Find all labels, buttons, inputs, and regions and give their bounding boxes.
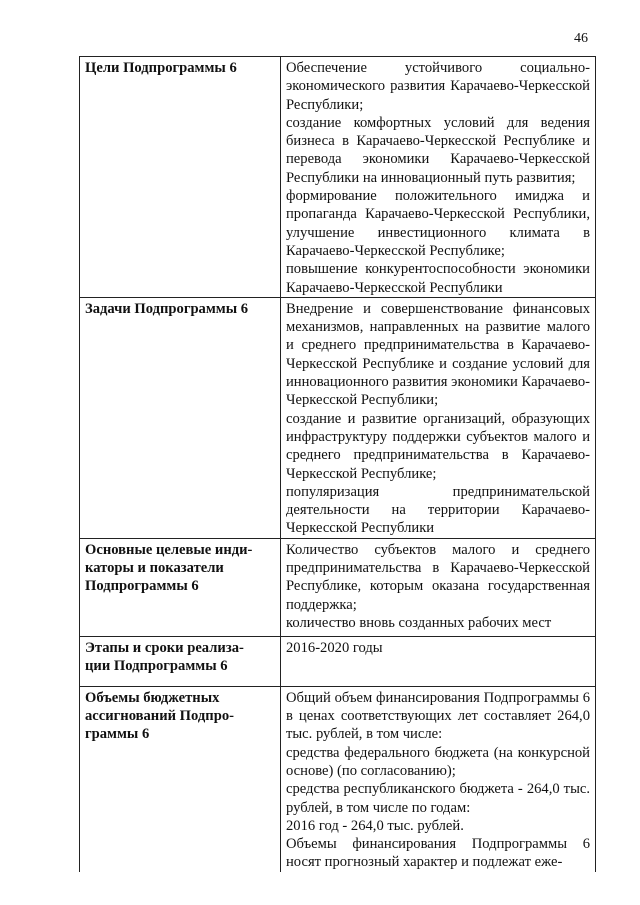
value-paragraph: создание и развитие организаций, образующих инфраструктуру поддержки субъектов малого и среднего предпринимательства в Карачаево-Черкесской Республике; bbox=[286, 410, 590, 482]
label-line: ции Подпрограммы 6 bbox=[85, 658, 228, 675]
value-paragraph: Общий объем финансирования Подпрограммы 6 в ценах соответствующих лет составляет 264,0 тыс. рублей, в том числе: bbox=[286, 689, 590, 743]
row-label-tasks bbox=[80, 297, 281, 538]
row-label-budget bbox=[80, 686, 281, 871]
table-row-stages bbox=[80, 636, 596, 686]
value-paragraph: количество вновь созданных рабочих мест bbox=[286, 614, 552, 631]
label-line: Задачи Подпрограммы 6 bbox=[85, 300, 249, 317]
label-line: Объемы бюджетных bbox=[85, 689, 220, 706]
row-label-stages bbox=[80, 636, 281, 686]
value-paragraph: средства республиканского бюджета - 264,0 тыс. рублей, в том числе по годам: bbox=[286, 781, 590, 816]
label-line: Подпрограммы 6 bbox=[85, 578, 199, 595]
value-paragraph: формирование положительного имиджа и пропаганда Карачаево-Черкесской Республики, улучшение инвестиционного климата в Карачаево-Черкесской Республике; bbox=[286, 188, 590, 259]
row-label-indicators bbox=[80, 538, 281, 636]
value-paragraph: 2016-2020 годы bbox=[286, 639, 383, 656]
table-row-budget bbox=[80, 686, 596, 871]
value-paragraph: Обеспечение устойчивого социально-экономического развития Карачаево-Черкесской Республики; bbox=[286, 60, 590, 113]
value-paragraph: Объемы финансирования Подпрограммы 6 носят прогнозный характер и подлежат еже- bbox=[286, 836, 590, 871]
row-value-indicators bbox=[281, 538, 596, 636]
label-line: граммы 6 bbox=[85, 726, 150, 743]
label-line: Этапы и сроки реализа- bbox=[85, 639, 244, 656]
value-paragraph: популяризация предпринимательской деятельности на территории Карачаево-Черкесской Республики bbox=[286, 483, 590, 537]
label-line: ассигнований Подпро- bbox=[85, 708, 234, 725]
row-value-tasks bbox=[281, 297, 596, 538]
row-value-stages bbox=[281, 636, 596, 686]
row-value-goals bbox=[281, 57, 596, 298]
value-paragraph: средства федерального бюджета (на конкурсной основе) (по согласованию); bbox=[286, 744, 590, 779]
value-paragraph: повышение конкурентоспособности экономики Карачаево-Черкесской Республики bbox=[286, 261, 590, 296]
label-line: Цели Подпрограммы 6 bbox=[85, 60, 237, 76]
row-value-budget bbox=[281, 686, 596, 871]
value-paragraph: создание комфортных условий для ведения бизнеса в Карачаево-Черкесской Республике и перевода экономики Карачаево-Черкесской Республики на инновационный путь развития; bbox=[286, 114, 590, 186]
value-paragraph: Внедрение и совершенствование финансовых механизмов, направленных на развитие малого и среднего предпринимательства в Карачаево-Черкесской Республике и создание условий для инновационного развития экономики Карачаево-Черкесской Республики; bbox=[286, 300, 590, 409]
value-paragraph: 2016 год - 264,0 тыс. рублей. bbox=[286, 817, 464, 834]
page-number: 46 bbox=[574, 31, 588, 46]
subprogram-passport-table bbox=[79, 56, 596, 872]
label-line: Основные целевые инди- bbox=[85, 541, 253, 558]
value-paragraph: Количество субъектов малого и среднего предпринимательства в Карачаево-Черкесской Республике, которым оказана государственная поддержка; bbox=[286, 541, 590, 613]
row-label-goals bbox=[80, 57, 281, 298]
table-row-tasks bbox=[80, 297, 596, 538]
label-line: каторы и показатели bbox=[85, 560, 224, 577]
table-row-goals bbox=[80, 57, 596, 298]
table-row-indicators bbox=[80, 538, 596, 636]
